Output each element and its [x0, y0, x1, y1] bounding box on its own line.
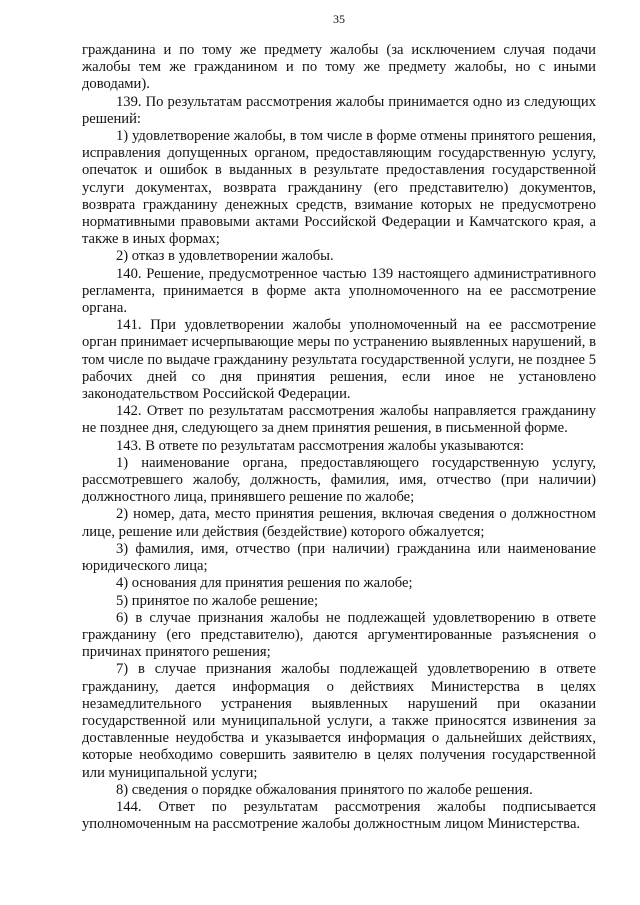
paragraph-141: 141. При удовлетворении жалобы уполномоченный на ее рассмотрение орган принимает исчерпывающие меры по устранению выявленных нарушений, в том числе по выдаче гражданину результата государственной услуги, не позднее 5 рабочих дней со дня принятия решения, если иное не установлено законодательством Российской Федерации.: [82, 317, 596, 403]
document-body: [82, 42, 596, 833]
paragraph-140: 140. Решение, предусмотренное частью 139 настоящего административного регламента, принимается в форме акта уполномоченного на ее рассмотрение органа.: [82, 265, 596, 317]
list-item-143-3: 3) фамилия, имя, отчество (при наличии) гражданина или наименование юридического лица;: [82, 540, 596, 575]
page-number: 35: [333, 12, 345, 26]
paragraph-142: 142. Ответ по результатам рассмотрения жалобы направляется гражданину не позднее дня, следующего за днем принятия решения, в письменной форме.: [82, 403, 596, 437]
list-item-143-5: 5) принятое по жалобе решение;: [116, 592, 319, 609]
list-item-143-8: 8) сведения о порядке обжалования принятого по жалобе решения.: [116, 781, 533, 798]
list-item-143-6: 6) в случае признания жалобы не подлежащей удовлетворению в ответе гражданину (его представителю), даются аргументированные разъяснения о причинах принятого решения;: [82, 609, 596, 661]
list-item-139-2: 2) отказ в удовлетворении жалобы.: [116, 248, 334, 265]
paragraph-continuation: гражданина и по тому же предмету жалобы (за исключением случая подачи жалобы тем же гражданином и по тому же предмету жалобы, но с иными доводами).: [82, 42, 596, 93]
list-item-143-2: 2) номер, дата, место принятия решения, включая сведения о должностном лице, решение или действия (бездействие) которого обжалуется;: [82, 506, 596, 540]
list-item-139-1: 1) удовлетворение жалобы, в том числе в форме отмены принятого решения, исправления допущенных органом, предоставляющим государственную услугу, опечаток и ошибок в выданных в результате предоставления государственной услуги документах, возврата гражданину (его представителю) документов, возврата гражданину денежных средств, взимание которых не предусмотрено нормативными правовыми актами Российской Федерации и Камчатского края, а также в иных формах;: [82, 128, 596, 248]
list-item-143-4: 4) основания для принятия решения по жалобе;: [116, 575, 413, 592]
paragraph-143: 143. В ответе по результатам рассмотрения жалобы указываются:: [116, 437, 525, 454]
list-item-143-7: 7) в случае признания жалобы подлежащей удовлетворению в ответе гражданину, дается информация о действиях Министерства в целях незамедлительного устранения выявленных нарушений при оказании государственной или муниципальной услуги, а также приносятся извинения за доставленные неудобства и указывается информация о дальнейших действиях, которые необходимо совершить заявителю в целях получения государственной или муниципальной услуги;: [82, 661, 596, 781]
paragraph-139: 139. По результатам рассмотрения жалобы принимается одно из следующих решений:: [82, 93, 596, 127]
list-item-143-1: 1) наименование органа, предоставляющего государственную услугу, рассмотревшего жалобу, должность, фамилия, имя, отчество (при наличии) должностного лица, принявшего решение по жалобе;: [82, 454, 596, 506]
paragraph-144: 144. Ответ по результатам рассмотрения жалобы подписывается уполномоченным на рассмотрение жалобы должностным лицом Министерства.: [82, 798, 596, 833]
